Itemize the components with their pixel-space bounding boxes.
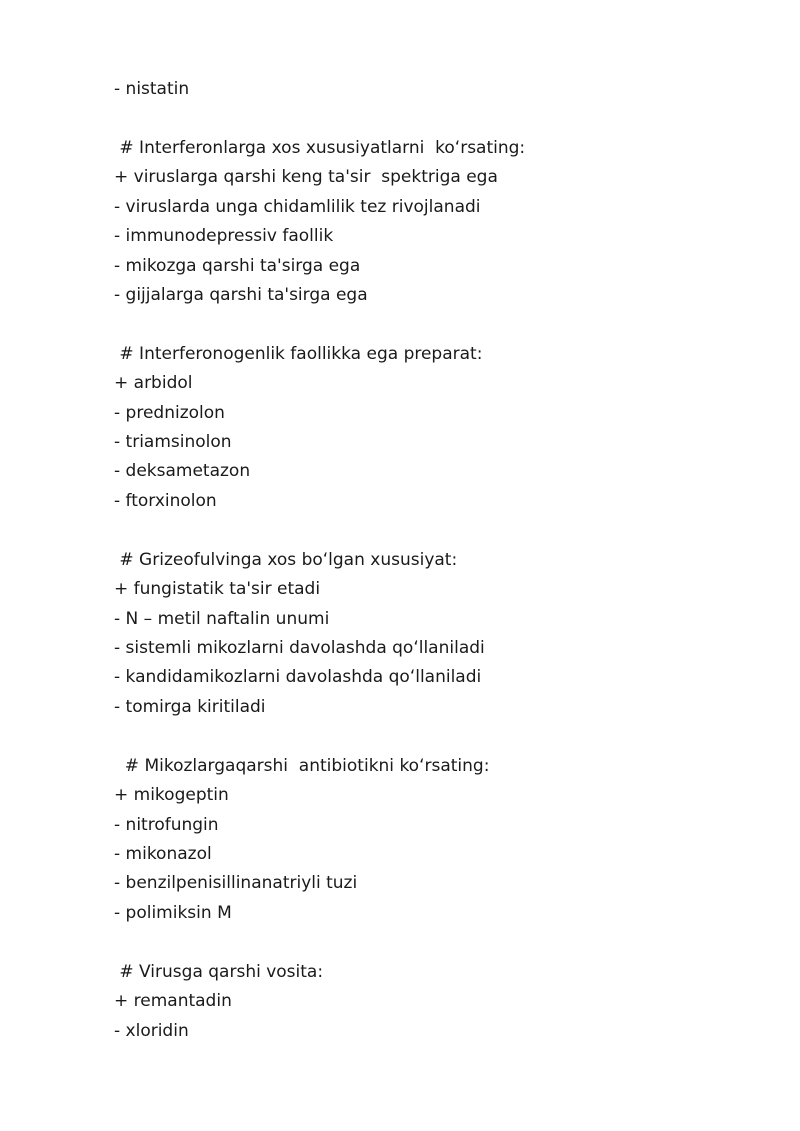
question-heading: # Interferonogenlik faollikka ega preparat: <box>114 344 483 364</box>
answer-correct: + remantadin <box>114 991 232 1011</box>
answer-option: - tomirga kiritiladi <box>114 697 266 717</box>
answer-correct: + mikogeptin <box>114 785 229 805</box>
answer-correct: + fungistatik ta'sir etadi <box>114 579 321 599</box>
answer-option: - ftorxinolon <box>114 491 217 511</box>
answer-option: - xloridin <box>114 1021 189 1041</box>
answer-option: - gijjalarga qarshi ta'sirga ega <box>114 285 368 305</box>
answer-option: - immunodepressiv faollik <box>114 226 334 246</box>
answer-option: - deksametazon <box>114 461 251 481</box>
answer-option: - prednizolon <box>114 403 225 423</box>
answer-option: - mikonazol <box>114 844 212 864</box>
answer-option: - mikozga qarshi ta'sirga ega <box>114 256 361 276</box>
answer-option: - nistatin <box>114 79 190 99</box>
answer-option: - polimiksin M <box>114 903 232 923</box>
answer-correct: + arbidol <box>114 373 193 393</box>
question-heading: # Virusga qarshi vosita: <box>114 962 324 982</box>
answer-option: - nitrofungin <box>114 815 219 835</box>
question-heading: # Mikozlargaqarshi antibiotikni koʻrsating: <box>114 756 490 776</box>
answer-option: - kandidamikozlarni davolashda qoʻllaniladi <box>114 667 482 687</box>
answer-option: - N – metil naftalin unumi <box>114 609 330 629</box>
answer-option: - benzilpenisillinanatriyli tuzi <box>114 873 358 893</box>
question-heading: # Grizeofulvinga xos boʻlgan xususiyat: <box>114 550 458 570</box>
answer-option: - viruslarda unga chidamlilik tez rivojlanadi <box>114 197 481 217</box>
answer-correct: + viruslarga qarshi keng ta'sir spektriga ega <box>114 167 498 187</box>
answer-option: - sistemli mikozlarni davolashda qoʻllaniladi <box>114 638 485 658</box>
answer-option: - triamsinolon <box>114 432 232 452</box>
question-heading: # Interferonlarga xos xususiyatlarni koʻrsating: <box>114 138 526 158</box>
